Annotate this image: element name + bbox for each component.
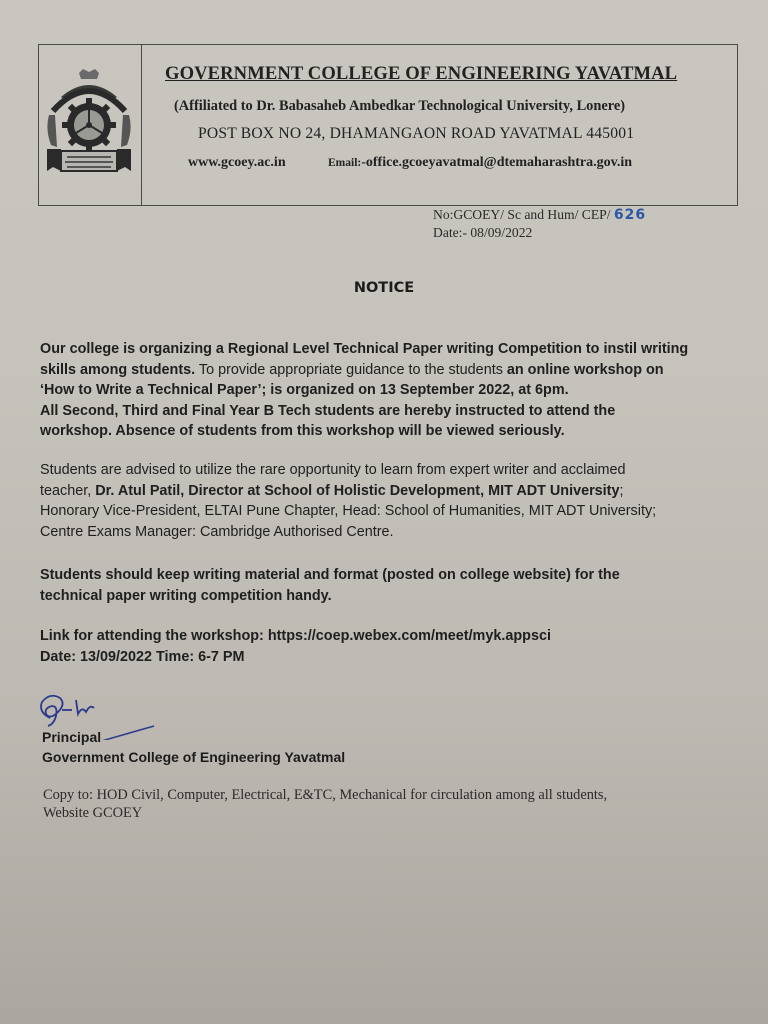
signatory-college: Government College of Engineering Yavatmal (42, 749, 346, 765)
text-line: Centre Exams Manager: Cambridge Authorised Centre. (40, 523, 394, 540)
reference-number (433, 206, 646, 224)
paragraph-material (40, 565, 730, 606)
workshop-details (40, 626, 730, 667)
letterhead-divider (141, 45, 142, 205)
text-span: an online workshop on (506, 361, 664, 378)
text-line: Students should keep writing material and format (posted on college website) for the (40, 567, 620, 583)
website-link[interactable]: www.gcoey.ac.in (188, 155, 286, 170)
speaker-name: Dr. Atul Patil, Director at School of Holistic Development, MIT ADT University (95, 482, 620, 499)
text-span: skills among students. (40, 361, 196, 378)
text-span: To provide appropriate guidance to the students (195, 361, 507, 378)
reference-date: Date:- 08/09/2022 (433, 225, 533, 240)
text-span: teacher, (40, 482, 96, 499)
college-logo-icon (43, 67, 135, 179)
text-line: ‘How to Write a Technical Paper’; is organized on 13 September 2022, at 6pm. (40, 382, 569, 398)
email-address[interactable]: -office.gcoeyavatmal@dtemaharashtra.gov.in (361, 155, 633, 170)
copy-to-block (43, 787, 607, 822)
signatory-title: Principal (42, 729, 102, 745)
workshop-datetime: Date: 13/09/2022 Time: 6-7 PM (40, 648, 245, 665)
handwritten-number: 626 (613, 207, 647, 223)
notice-heading: NOTICE (353, 280, 415, 296)
text-line: All Second, Third and Final Year B Tech students are hereby instructed to attend the (40, 402, 616, 419)
text-line: Students are advised to utilize the rare opportunity to learn from expert writer and acclaimed (40, 462, 626, 478)
copy-to-line: Copy to: HOD Civil, Computer, Electrical, E&TC, Mechanical for circulation among all students, (43, 787, 608, 803)
text-line: technical paper writing competition handy. (40, 587, 332, 604)
paragraph-speaker (40, 460, 730, 542)
letterhead-box (38, 44, 738, 206)
paragraph-competition (40, 339, 730, 442)
reference-number-label: No:GCOEY/ Sc and Hum/ CEP/ (433, 207, 614, 222)
text-span: ; (619, 482, 624, 499)
workshop-link[interactable]: Link for attending the workshop: https://coep.webex.com/meet/myk.appsci (40, 628, 551, 644)
reference-block (433, 206, 646, 242)
affiliation-line: (Affiliated to Dr. Babasaheb Ambedkar Technological University, Lonere) (174, 98, 626, 114)
postal-address: POST BOX NO 24, DHAMANGAON ROAD YAVATMAL 445001 (198, 125, 635, 142)
copy-to-line: Website GCOEY (43, 804, 143, 821)
email-label: Email: (328, 157, 362, 169)
text-line (40, 481, 730, 502)
text-line: Honorary Vice-President, ELTAI Pune Chapter, Head: School of Humanities, MIT ADT University; (40, 503, 657, 519)
text-line: workshop. Absence of students from this workshop will be viewed seriously. (40, 423, 565, 439)
college-name-heading: GOVERNMENT COLLEGE OF ENGINEERING YAVATMAL (165, 63, 678, 84)
text-line: Our college is organizing a Regional Level Technical Paper writing Competition to instil writing (40, 341, 689, 357)
text-line (40, 360, 730, 381)
email-line (328, 155, 632, 171)
